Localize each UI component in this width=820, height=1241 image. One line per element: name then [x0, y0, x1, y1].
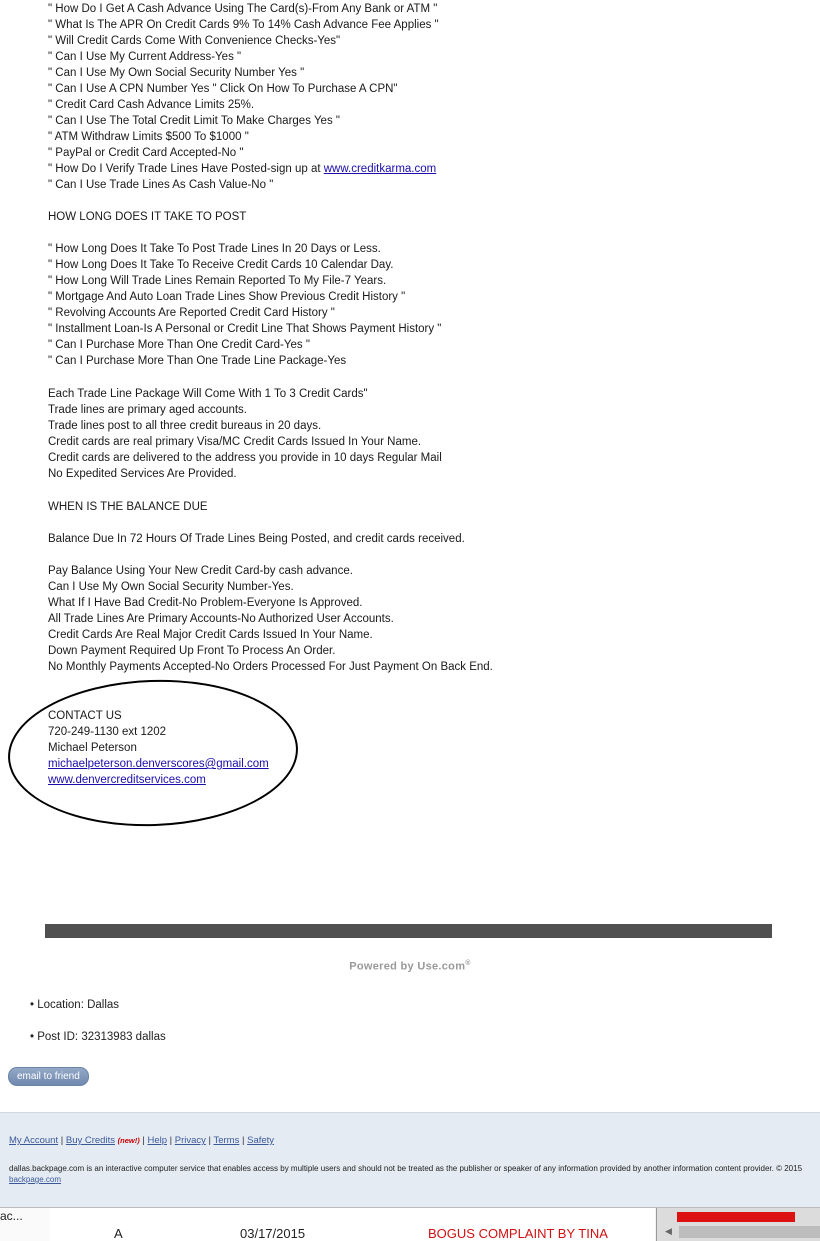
- spreadsheet-row: [50, 1208, 655, 1241]
- footer-separator: |: [242, 1135, 245, 1146]
- backpage-link[interactable]: backpage.com: [9, 1175, 62, 1184]
- post-line: " How Long Does It Take To Post Trade Lines In 20 Days or Less.: [48, 243, 381, 255]
- powered-by: [0, 960, 820, 973]
- package-line: Each Trade Line Package Will Come With 1 To 3 Credit Cards": [48, 388, 368, 400]
- privacy-link[interactable]: Privacy: [174, 1135, 206, 1146]
- red-highlight-cell: [677, 1212, 795, 1222]
- pay-line: All Trade Lines Are Primary Accounts-No Authorized User Accounts.: [48, 613, 394, 625]
- package-line: No Expedited Services Are Provided.: [48, 468, 237, 480]
- faq-line-verify: [48, 161, 436, 177]
- post-line: " Can I Purchase More Than One Credit Card-Yes ": [48, 339, 310, 351]
- footer-separator: |: [60, 1135, 64, 1146]
- pay-line: Credit Cards Are Real Major Credit Cards Issued In Your Name.: [48, 629, 373, 641]
- bottom-window-strip: [0, 1207, 820, 1241]
- post-line: " Revolving Accounts Are Reported Credit Card History ": [48, 307, 335, 319]
- cell-a: A: [114, 1226, 123, 1241]
- post-line: " Can I Purchase More Than One Trade Line Package-Yes: [48, 355, 347, 367]
- post-line: " How Long Does It Take To Receive Credit Cards 10 Calendar Day.: [48, 259, 394, 271]
- safety-link[interactable]: Safety: [247, 1135, 275, 1146]
- registered-mark: ®: [465, 960, 471, 967]
- my-account-link[interactable]: My Account: [9, 1135, 59, 1146]
- location-info: • Location: Dallas: [30, 999, 120, 1011]
- new-badge: (new!): [117, 1136, 140, 1145]
- package-line: Trade lines are primary aged accounts.: [48, 404, 248, 416]
- package-line: Credit cards are real primary Visa/MC Credit Cards Issued In Your Name.: [48, 436, 422, 448]
- contact-heading: CONTACT US: [48, 710, 122, 722]
- faq-line: " Can I Use My Current Address-Yes ": [48, 51, 242, 63]
- faq-line: " PayPal or Credit Card Accepted-No ": [48, 147, 244, 159]
- pay-line: No Monthly Payments Accepted-No Orders Processed For Just Payment On Back End.: [48, 661, 493, 673]
- site-footer: [0, 1112, 820, 1208]
- footer-separator: |: [208, 1135, 212, 1146]
- disclaimer-text: dallas.backpage.com is an interactive computer service that enables access by multiple users and should not be treated as the publisher or speaker of any information provided by another information content provider. © 2015: [9, 1164, 803, 1173]
- divider-bar: [45, 924, 772, 938]
- faq-line: " Can I Use The Total Credit Limit To Make Charges Yes ": [48, 115, 340, 127]
- package-line: Trade lines post to all three credit bureaus in 20 days.: [48, 420, 322, 432]
- faq-line: " Can I Use My Own Social Security Number Yes ": [48, 67, 305, 79]
- package-line: Credit cards are delivered to the address you provide in 10 days Regular Mail: [48, 452, 442, 464]
- faq-line: " Credit Card Cash Advance Limits 25%.: [48, 99, 255, 111]
- faq-line: " How Do I Get A Cash Advance Using The Card(s)-From Any Bank or ATM ": [48, 3, 438, 15]
- contact-website-link[interactable]: www.denvercreditservices.com: [48, 774, 206, 786]
- contact-phone: 720-249-1130 ext 1202: [48, 726, 167, 738]
- window-tab[interactable]: [0, 1208, 51, 1241]
- heading-post: HOW LONG DOES IT TAKE TO POST: [48, 211, 247, 223]
- scroll-left-arrow-icon[interactable]: ◀: [665, 1226, 672, 1236]
- verify-text: " How Do I Verify Trade Lines Have Posted-sign up at: [48, 163, 324, 175]
- faq-line: " What Is The APR On Credit Cards 9% To 14% Cash Advance Fee Applies ": [48, 19, 439, 31]
- horizontal-scrollbar[interactable]: [679, 1226, 820, 1238]
- pay-line: Pay Balance Using Your New Credit Card-by cash advance.: [48, 565, 353, 577]
- creditkarma-link[interactable]: www.creditkarma.com: [323, 163, 437, 175]
- heading-balance: WHEN IS THE BALANCE DUE: [48, 501, 208, 513]
- window-tab-label: ac...: [0, 1209, 23, 1223]
- post-line: " Installment Loan-Is A Personal or Credit Line That Shows Payment History ": [48, 323, 442, 335]
- post-line: " How Long Will Trade Lines Remain Reported To My File-7 Years.: [48, 275, 387, 287]
- faq-line: " Will Credit Cards Come With Convenience Checks-Yes": [48, 35, 341, 47]
- cell-note: BOGUS COMPLAINT BY TINA: [428, 1226, 608, 1241]
- cell-date: 03/17/2015: [240, 1226, 306, 1241]
- footer-separator: |: [169, 1135, 173, 1146]
- email-to-friend-button[interactable]: email to friend: [8, 1067, 89, 1086]
- faq-line: " Can I Use Trade Lines As Cash Value-No ": [48, 179, 274, 191]
- footer-separator: |: [142, 1135, 145, 1146]
- powered-by-text: Powered by Use.com: [349, 960, 466, 973]
- help-link[interactable]: Help: [147, 1135, 167, 1146]
- faq-line: " ATM Withdraw Limits $500 To $1000 ": [48, 131, 249, 143]
- scroll-area: [656, 1208, 820, 1241]
- balance-line: Balance Due In 72 Hours Of Trade Lines Being Posted, and credit cards received.: [48, 533, 465, 545]
- post-line: " Mortgage And Auto Loan Trade Lines Show Previous Credit History ": [48, 291, 406, 303]
- pay-line: Can I Use My Own Social Security Number-Yes.: [48, 581, 294, 593]
- footer-disclaimer: [9, 1163, 809, 1185]
- contact-email-link[interactable]: michaelpeterson.denverscores@gmail.com: [48, 758, 269, 770]
- faq-line: " Can I Use A CPN Number Yes " Click On How To Purchase A CPN": [48, 83, 398, 95]
- pay-line: Down Payment Required Up Front To Process An Order.: [48, 645, 336, 657]
- contact-name: Michael Peterson: [48, 742, 137, 754]
- buy-credits-link[interactable]: Buy Credits: [65, 1135, 115, 1146]
- footer-links: [9, 1135, 274, 1146]
- post-id-info: • Post ID: 32313983 dallas: [30, 1031, 166, 1043]
- pay-line: What If I Have Bad Credit-No Problem-Everyone Is Approved.: [48, 597, 363, 609]
- terms-link[interactable]: Terms: [213, 1135, 240, 1146]
